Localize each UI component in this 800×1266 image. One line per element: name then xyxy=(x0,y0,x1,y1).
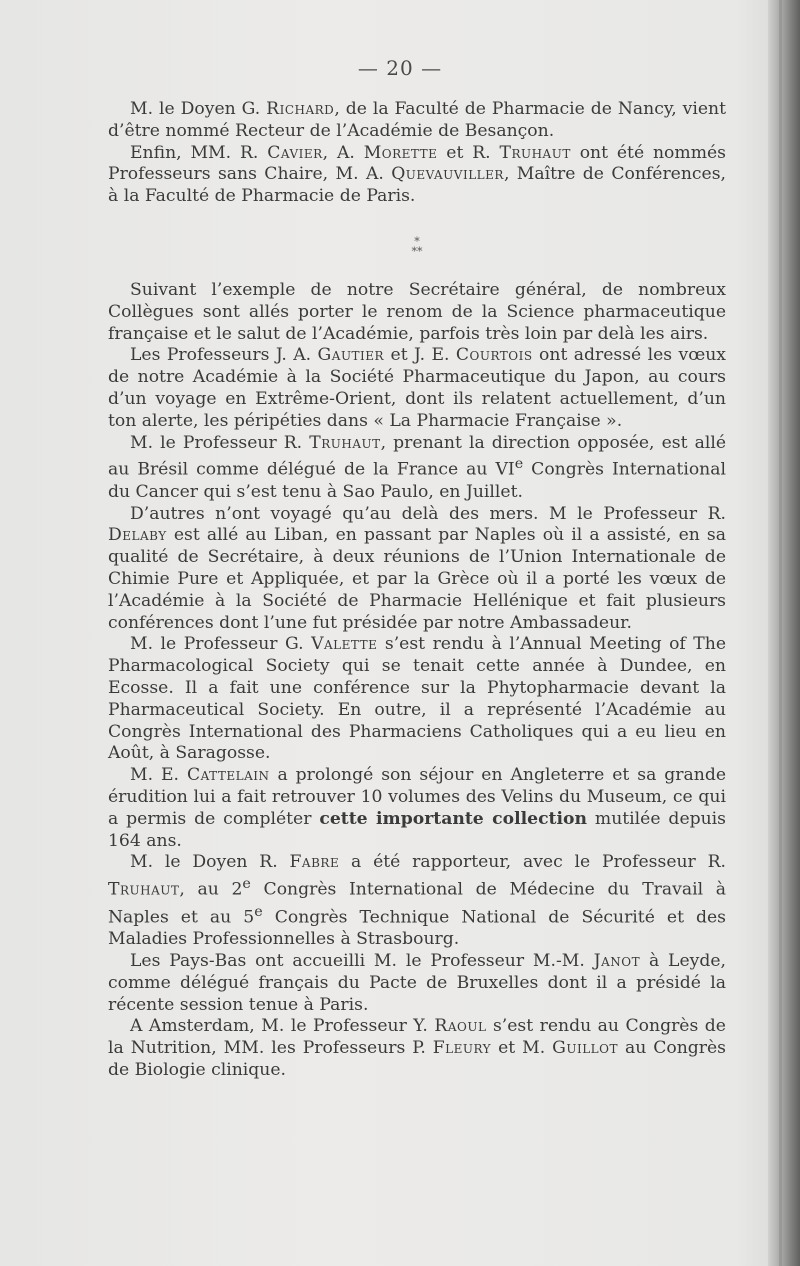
page-number: — 20 — xyxy=(357,56,443,80)
book-spine-edge xyxy=(779,0,782,1266)
paragraph-delaby: D’autres n’ont voyagé qu’au delà des mers. M le Professeur R. Delaby est allé au Liban, en passant par Naples où il a assisté, en sa qualité de Secrétaire, à deux réunions de l’Union Internationale de Chimie Pure et Appliquée, et par la Grèce où il a porté les vœux de l’Académie à la Société de Pharmacie Hellénique et fait plusieurs conférences dont l’une fut présidée par notre Ambassadeur. xyxy=(108,503,726,633)
name-truhaut: Truhaut xyxy=(499,142,571,163)
paragraph-raoul: A Amsterdam, M. le Professeur Y. Raoul s’est rendu au Congrès de la Nutrition, MM. les Professeurs P. Fleury et M. Guillot au Congrès de Biologie clinique. xyxy=(108,1016,727,1081)
name-cavier: Cavier xyxy=(267,142,323,163)
paragraph-truhaut-bresil: M. le Professeur R. Truhaut, prenant la direction opposée, est allé au Brésil comme délégué de la France au VIe Congrès International du Cancer qui s’est tenu à Sao Paulo, en Juillet. xyxy=(108,432,726,502)
name-morette: Morette xyxy=(363,142,438,163)
paragraph-valette: M. le Professeur G. Valette s’est rendu à l’Annual Meeting of The Pharmacological Society qui se tenait cette année à Dundee, en Ecosse. Il a fait une conférence sur la Phytopharmacie devant la Pharmaceutical Society. En outre, il a représenté l’Académie au Congrès International des Pharmaciens Catholiques qui a eu lieu en Août, à Saragosse. xyxy=(108,634,726,764)
book-spine-shadow xyxy=(768,0,800,1266)
name-richard: Richard xyxy=(266,99,335,119)
paragraph-nominations: Enfin, MM. R. Cavier, A. Morette et R. Truhaut ont été nommés Professeurs sans Chaire, M. A. Quevauviller, Maître de Conférences, à la Faculté de Pharmacie de Paris. xyxy=(108,142,726,207)
paragraph-intro-travels: Suivant l’exemple de notre Secrétaire général, de nombreux Collègues sont allés porter le renom de la Science pharmaceutique française et le salut de l’Académie, parfois très loin par delà les airs. xyxy=(108,279,726,344)
name-quevauviller: Quevauviller xyxy=(391,164,504,185)
paragraph-gautier-courtois: Les Professeurs J. A. Gautier et J. E. Courtois ont adressé les vœux de notre Académie à la Société Pharmaceutique du Japon, au cours d’un voyage en Extrême-Orient, dont ils relatent actuellement, d’un ton alerte, les péripéties dans « La Pharmacie Française ». xyxy=(108,345,726,431)
paragraph-fabre: M. le Doyen R. Fabre a été rapporteur, avec le Professeur R. Truhaut, au 2e Congrès International de Médecine du Travail à Naples et au 5e Congrès Technique National de Sécurité et des Maladies Professionnelles à Strasbourg. xyxy=(108,852,727,950)
asterism-separator: * ** xyxy=(411,234,423,258)
paragraph-richard: M. le Doyen G. Richard, de la Faculté de Pharmacie de Nancy, vient d’être nommé Recteur de l’Académie de Besançon. xyxy=(108,99,726,141)
paragraph-cattelain: M. E. Cattelain a prolongé son séjour en Angleterre et sa grande érudition lui a fait retrouver 10 volumes des Velins du Museum, ce qui a permis de compléter cette importante collection mutilée depuis 164 ans. xyxy=(108,765,727,851)
text-body xyxy=(108,99,726,1082)
paragraph-janot: Les Pays-Bas ont accueilli M. le Professeur M.-M. Janot à Leyde, comme délégué français du Pacte de Bruxelles dont il a présidé la récente session tenue à Paris. xyxy=(108,951,726,1015)
